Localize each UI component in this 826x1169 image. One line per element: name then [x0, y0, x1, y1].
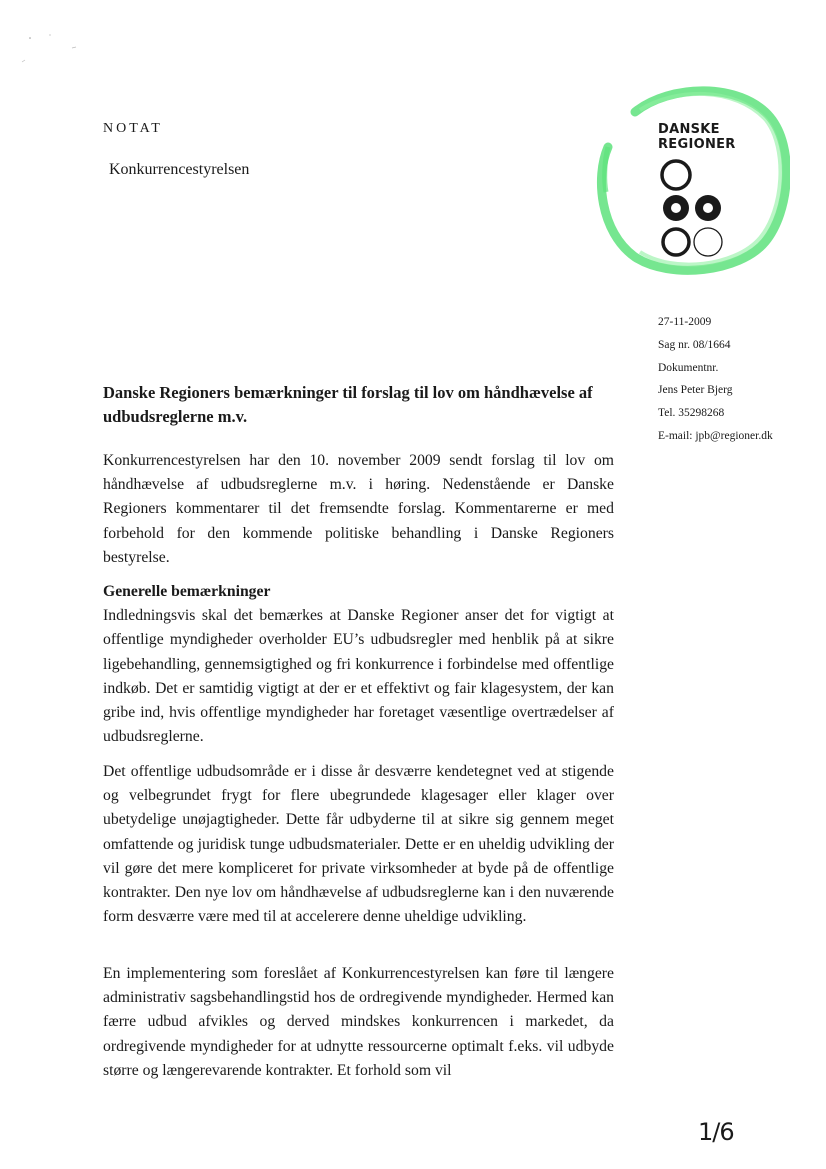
paragraph-3-block	[103, 962, 614, 1083]
logo-line-1: DANSKE	[658, 122, 720, 137]
logo-line-2: REGIONER	[658, 137, 736, 152]
meta-phone: Tel. 35298268	[658, 407, 725, 420]
document-meta	[658, 311, 773, 448]
logo-circles	[662, 161, 722, 256]
paragraph-2-block	[103, 760, 614, 929]
document-title: Danske Regioners bemærkninger til forslag til lov om håndhævelse af udbudsreglerne m.v.	[103, 383, 593, 426]
intro-paragraph	[103, 449, 614, 570]
general-remarks-section	[103, 580, 614, 749]
scan-specks	[20, 30, 90, 70]
meta-author: Jens Peter Bjerg	[658, 384, 733, 397]
danske-regioner-logo	[590, 82, 790, 282]
intro-text: Konkurrencestyrelsen har den 10. november 2009 sendt forslag til lov om håndhævelse af udbudsreglerne m.v. i høring. Nedenstående er Danske Regioners kommentarer til det fremsendte forslag. Kommentarerne er med forbehold for den kommende politiske behandling i Danske Regioners bestyrelse.	[103, 452, 614, 566]
paragraph-3: En implementering som foreslået af Konkurrencestyrelsen kan føre til længere administrativ sagsbehandlingstid hos de ordregivende myndigheder. Hermed kan færre udbud afvikles og derved mindskes konkurrencen i markedet, da ordregivende myndigheder for at udnytte ressourcerne optimalt f.eks. vil udbyde større og længerevarende kontrakter. Et forhold som vil	[103, 965, 614, 1079]
meta-document-number: Dokumentnr.	[658, 361, 719, 374]
logo-wordmark	[658, 122, 736, 152]
page-number: 1/6	[698, 1118, 734, 1146]
paragraph-2: Det offentlige udbudsområde er i disse år desværre kendetegnet ved at stigende og velbegrundet frygt for flere ubegrundede klagesager eller klager over ubetydelige unøjagtigheder. Dette får udbyderne til at sikre sig gennem meget omfattende og juridisk tunge udbudsmaterialer. Dette er en uheldig udvikling der vil gøre det mere kompliceret for private virksomheder at byde på de offentlige kontrakter. Den nye lov om håndhævelse af udbudsreglerne kan i den nuværende form desværre være med til at accelerere denne uheldige udvikling.	[103, 763, 614, 926]
meta-email: E-mail: jpb@regioner.dk	[658, 429, 773, 442]
document-type: NOTAT	[103, 121, 163, 136]
section-heading: Generelle bemærkninger	[103, 583, 271, 600]
meta-date: 27-11-2009	[658, 316, 712, 328]
meta-case-number: Sag nr. 08/1664	[658, 338, 731, 351]
recipient: Konkurrencestyrelsen	[109, 161, 250, 178]
paragraph-1: Indledningsvis skal det bemærkes at Danske Regioner anser det for vigtigt at offentlige myndigheder overholder EU’s udbudsregler med henblik på at sikre ligebehandling, gennemsigtighed og fri konkurrence i forbindelse med offentlige indkøb. Det er samtidig vigtigt at der er et effektivt og fair klagesystem, der kan gribe ind, hvis offentlige myndigheder har foretaget væsentlige overtrædelser af udbudsreglerne.	[103, 607, 614, 746]
